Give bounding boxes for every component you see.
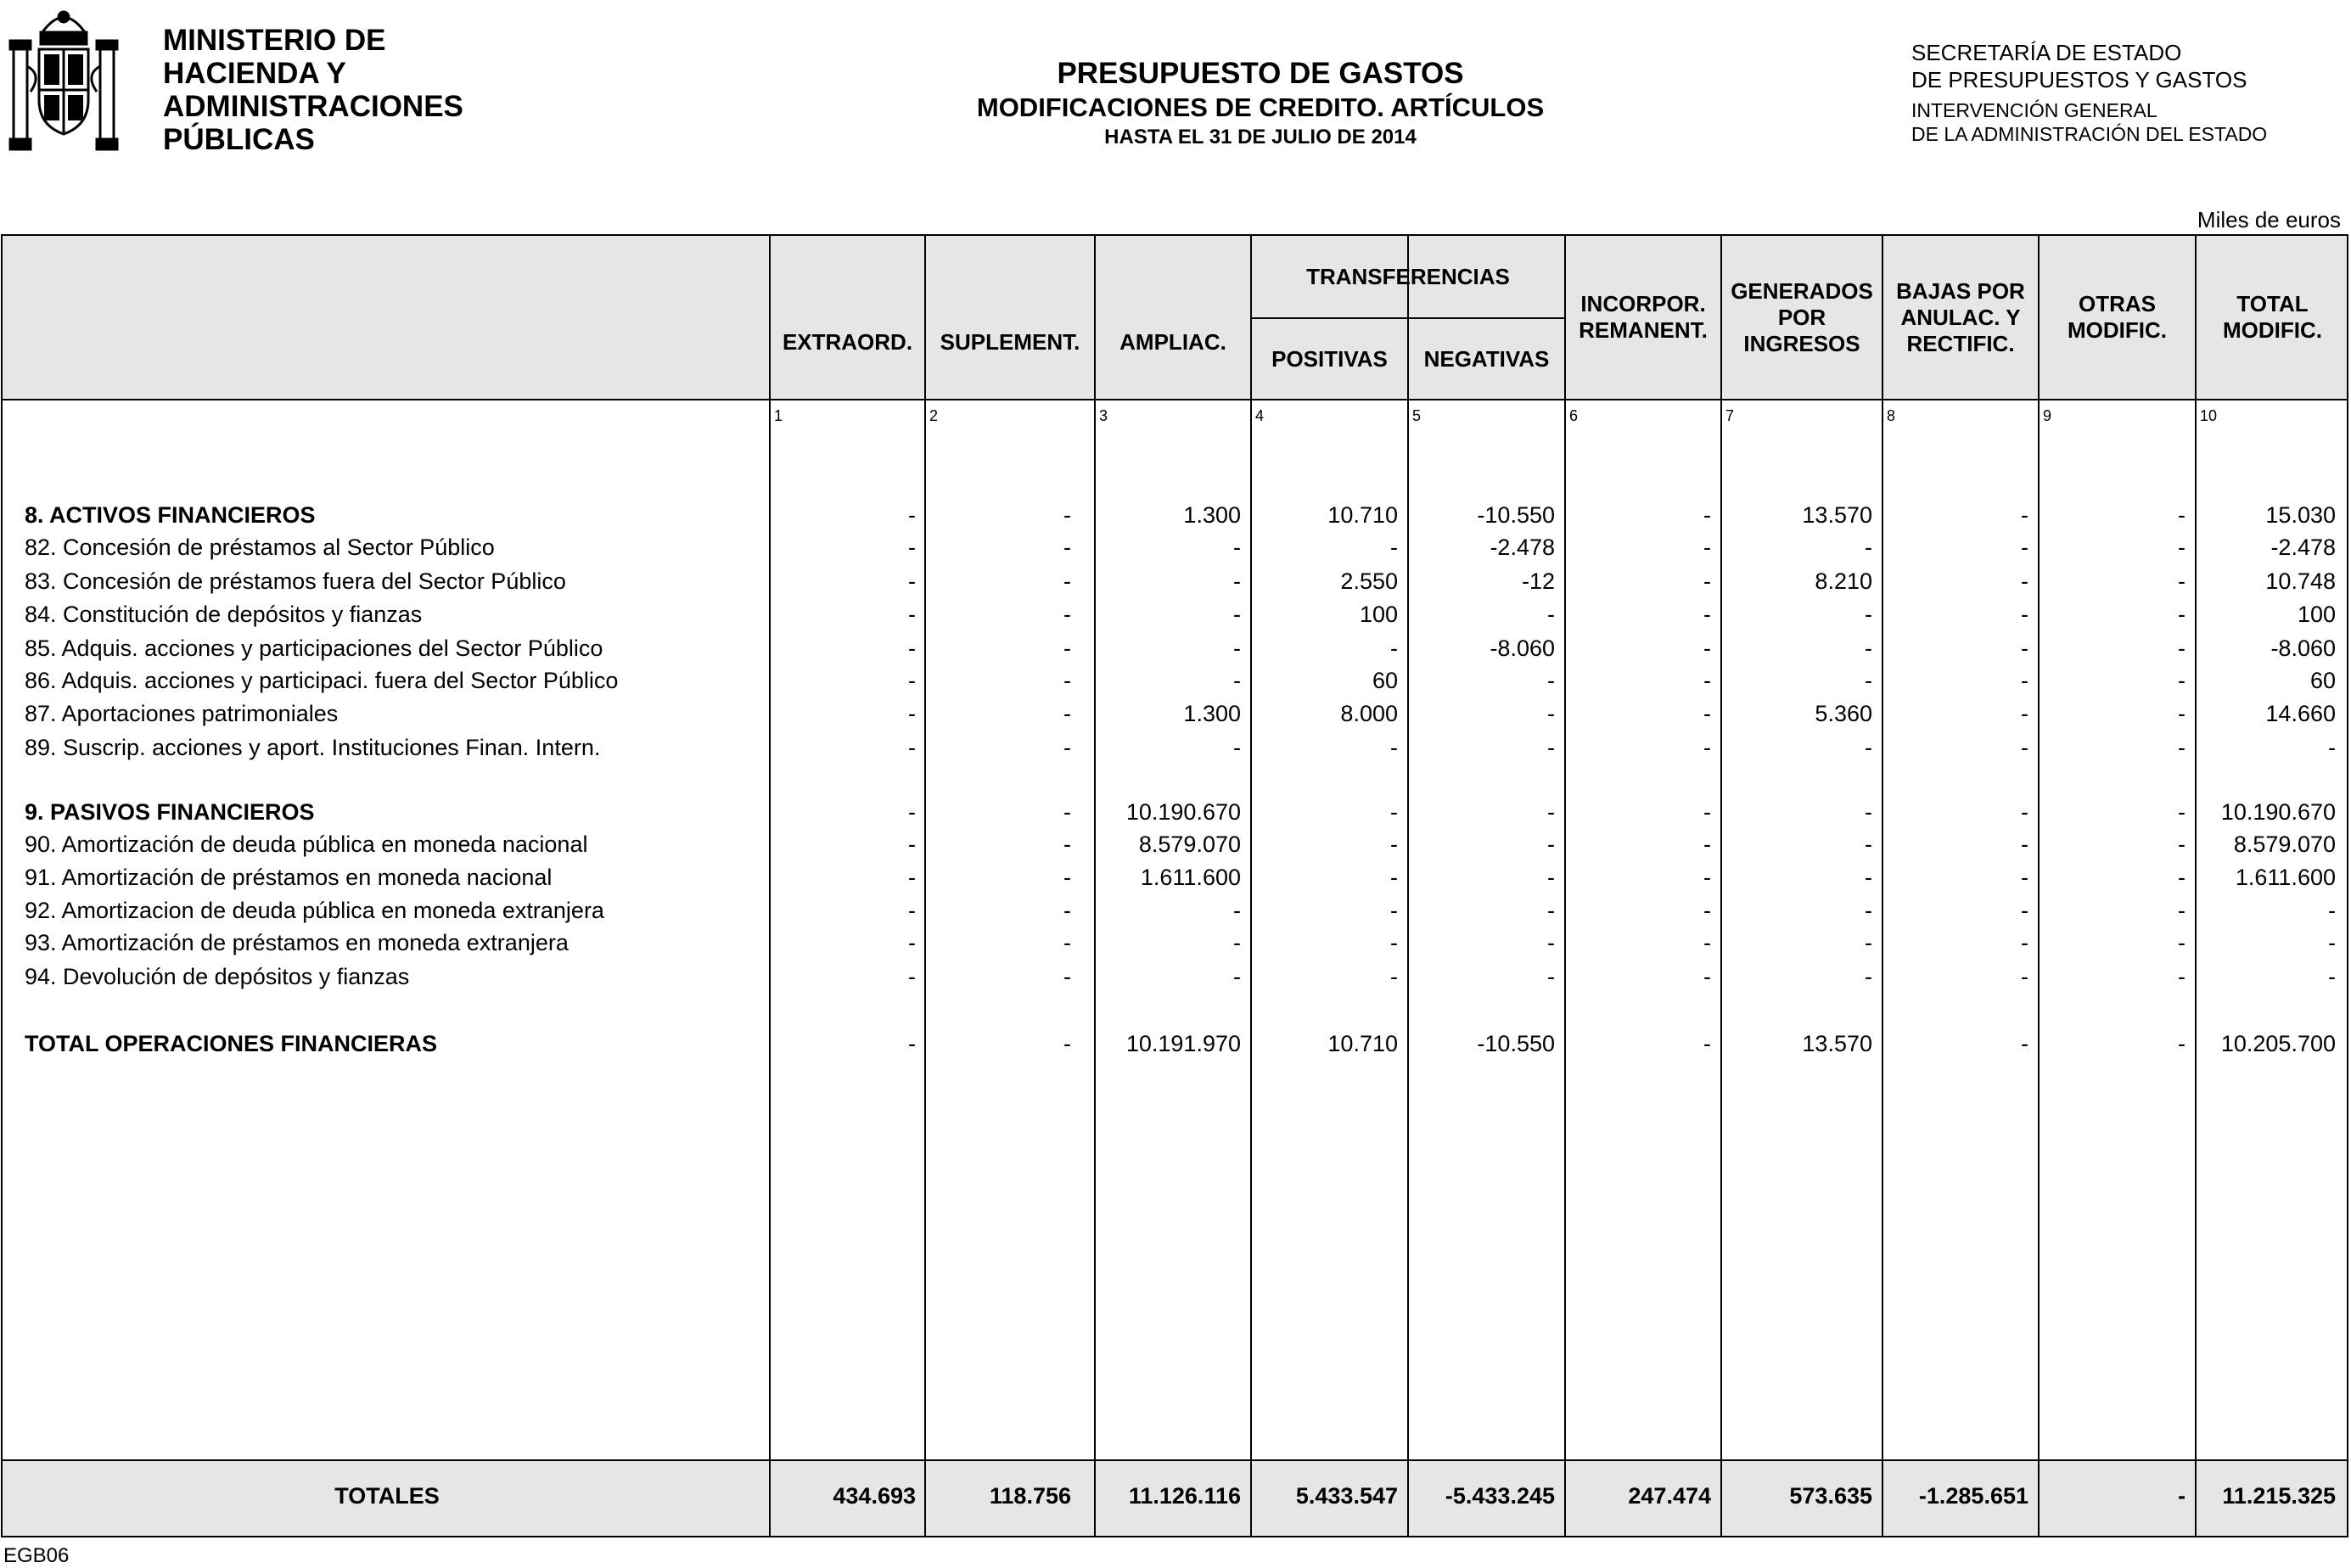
row-label: TOTAL OPERACIONES FINANCIERAS <box>25 1031 438 1056</box>
row-value: - <box>1703 865 1711 890</box>
row-value: 13.570 <box>1802 1031 1872 1056</box>
row-value: - <box>1865 930 1872 955</box>
row-value: 8.210 <box>1815 568 1872 594</box>
row-value: - <box>2021 636 2028 661</box>
row-value: - <box>2178 735 2185 760</box>
totals-value: -1.285.651 <box>1918 1483 2028 1509</box>
row-value: - <box>1233 668 1241 693</box>
row-value: - <box>2178 832 2185 857</box>
col-total-line: TOTAL <box>2236 291 2309 316</box>
col-number: 7 <box>1725 407 1735 424</box>
row-value: 60 <box>1372 668 1398 693</box>
row-value: - <box>1063 799 1071 825</box>
row-value: - <box>908 502 916 528</box>
table-row <box>3 565 2347 597</box>
row-value: 10.205.700 <box>2220 1031 2336 1056</box>
col-total <box>2197 236 2348 399</box>
row-value: - <box>1865 832 1872 857</box>
row-value: - <box>1390 930 1398 955</box>
row-value: - <box>2178 799 2185 825</box>
row-value: - <box>1703 636 1711 661</box>
row-value: - <box>1063 1031 1071 1056</box>
row-value: - <box>1703 535 1711 560</box>
row-label: 90. Amortización de deuda pública en moneda nacional <box>25 832 588 857</box>
row-value: - <box>1390 799 1398 825</box>
row-value: 100 <box>1359 602 1398 627</box>
row-value: - <box>1063 735 1071 760</box>
col-number: 10 <box>2200 407 2218 424</box>
col-bajas <box>1883 236 2038 399</box>
row-label: 87. Aportaciones patrimoniales <box>25 701 339 726</box>
row-value: - <box>1063 668 1071 693</box>
row-value: - <box>2178 502 2185 528</box>
row-value: - <box>908 865 916 890</box>
col-extraord: EXTRAORD. <box>782 328 913 355</box>
row-value: - <box>1233 735 1241 760</box>
row-value: - <box>2021 799 2028 825</box>
col-number: 8 <box>1887 407 1896 424</box>
row-value: 8.579.070 <box>2233 832 2336 857</box>
row-value: - <box>1233 568 1241 594</box>
row-value: - <box>2178 668 2185 693</box>
col-generados-line: INGRESOS <box>1743 330 1860 356</box>
ministry-line: MINISTERIO DE <box>163 24 386 57</box>
table-row <box>3 927 2347 959</box>
col-suplement: SUPLEMENT. <box>940 328 1080 355</box>
row-value: - <box>2178 602 2185 627</box>
row-value: 1.300 <box>1183 701 1241 726</box>
row-value: - <box>1703 568 1711 594</box>
row-value: - <box>1703 832 1711 857</box>
table-row <box>3 731 2347 764</box>
row-value: - <box>1865 865 1872 890</box>
row-value: - <box>1233 964 1241 989</box>
col-total-line: MODIFIC. <box>2223 317 2322 343</box>
row-value: - <box>1063 964 1071 989</box>
row-value: - <box>1233 535 1241 560</box>
row-value: - <box>1547 898 1555 923</box>
row-label: 82. Concesión de préstamos al Sector Público <box>25 535 495 560</box>
table-row <box>3 632 2347 664</box>
budget-table <box>1 234 2348 1537</box>
row-value: 2.550 <box>1340 568 1398 594</box>
row-value: - <box>2178 898 2185 923</box>
row-value: 10.710 <box>1327 1031 1398 1056</box>
row-value: - <box>1865 735 1872 760</box>
row-value: - <box>2328 964 2336 989</box>
ministry-line: PÚBLICAS <box>163 123 315 156</box>
row-value: - <box>1865 964 1872 989</box>
row-value: - <box>908 668 916 693</box>
row-value: - <box>1547 964 1555 989</box>
table-row <box>3 861 2347 893</box>
footer-code: EGB06 <box>3 1544 70 1567</box>
row-value: - <box>1703 502 1711 528</box>
totals-value: 118.756 <box>989 1483 1071 1509</box>
row-value: - <box>1063 701 1071 726</box>
row-value: - <box>1547 930 1555 955</box>
intervencion-line: INTERVENCIÓN GENERAL <box>1911 99 2157 121</box>
row-value: 10.710 <box>1327 502 1398 528</box>
row-value: - <box>2178 865 2185 890</box>
col-incorpor-line: REMANENT. <box>1579 317 1708 343</box>
row-value: - <box>1547 701 1555 726</box>
row-value: - <box>2021 535 2028 560</box>
totals-value: 11.126.116 <box>1128 1483 1241 1509</box>
col-number: 9 <box>2043 407 2052 424</box>
col-otras-line: MODIFIC. <box>2068 317 2167 343</box>
row-value: - <box>908 832 916 857</box>
row-value: - <box>2021 1031 2028 1056</box>
row-value: - <box>1390 964 1398 989</box>
report-period: HASTA EL 31 DE JULIO DE 2014 <box>1104 126 1417 148</box>
ministry-line: ADMINISTRACIONES <box>163 90 463 123</box>
row-value: - <box>2021 735 2028 760</box>
totals-label: TOTALES <box>334 1483 440 1509</box>
row-value: - <box>1233 602 1241 627</box>
row-value: - <box>2178 964 2185 989</box>
row-value: 15.030 <box>2265 502 2336 528</box>
row-value: - <box>908 964 916 989</box>
col-bajas-line: ANULAC. Y <box>1900 304 2021 330</box>
row-value: - <box>908 930 916 955</box>
table-row <box>3 796 2347 828</box>
row-value: - <box>1390 535 1398 560</box>
row-value: - <box>1547 865 1555 890</box>
report-titles <box>815 56 1706 151</box>
col-otras <box>2040 236 2195 399</box>
row-label: 84. Constitución de depósitos y fianzas <box>25 602 423 627</box>
row-value: 100 <box>2297 602 2336 627</box>
row-value: - <box>1703 668 1711 693</box>
totals-value: -5.433.245 <box>1445 1483 1555 1509</box>
coat-of-arms-icon <box>8 7 119 158</box>
table-row <box>3 664 2347 697</box>
table-row <box>3 894 2347 927</box>
row-label: 94. Devolución de depósitos y fianzas <box>25 964 410 989</box>
row-value: 13.570 <box>1802 502 1872 528</box>
col-bajas-line: BAJAS POR <box>1896 277 2025 304</box>
table-row <box>3 697 2347 730</box>
totals-value: 5.433.547 <box>1295 1483 1398 1509</box>
ministry-name <box>163 24 463 156</box>
col-transferencias: TRANSFERENCIAS <box>1306 263 1510 289</box>
row-value: - <box>1063 602 1071 627</box>
row-value: 8.000 <box>1340 701 1398 726</box>
row-value: -12 <box>1521 568 1555 594</box>
row-value: - <box>1063 865 1071 890</box>
row-value: - <box>2021 568 2028 594</box>
table-row <box>3 1028 2347 1060</box>
col-negativas: NEGATIVAS <box>1423 345 1550 372</box>
row-value: 14.660 <box>2265 701 2336 726</box>
row-value: - <box>2178 1031 2185 1056</box>
report-subtitle: MODIFICACIONES DE CREDITO. ARTÍCULOS <box>976 92 1545 122</box>
row-value: - <box>2021 701 2028 726</box>
row-value: - <box>908 735 916 760</box>
row-value: - <box>1233 930 1241 955</box>
row-label: 92. Amortizacion de deuda pública en moneda extranjera <box>25 898 604 923</box>
totals-value: 434.693 <box>833 1483 916 1509</box>
row-value: - <box>2328 898 2336 923</box>
row-value: - <box>2021 668 2028 693</box>
col-generados <box>1722 236 1882 399</box>
row-value: - <box>1703 1031 1711 1056</box>
secretaria-block <box>1911 39 2267 146</box>
row-value: - <box>2021 964 2028 989</box>
row-value: - <box>908 636 916 661</box>
row-value: - <box>1865 799 1872 825</box>
totals-row <box>3 1461 2347 1536</box>
row-value: - <box>1547 799 1555 825</box>
secretaria-line: SECRETARÍA DE ESTADO <box>1911 40 2182 65</box>
row-value: -8.060 <box>1490 636 1555 661</box>
col-number: 3 <box>1099 407 1108 424</box>
col-incorpor-line: INCORPOR. <box>1580 291 1706 316</box>
row-value: - <box>1865 535 1872 560</box>
totals-value: - <box>2178 1483 2185 1509</box>
table-row <box>3 499 2347 531</box>
col-positivas: POSITIVAS <box>1271 345 1388 372</box>
row-value: - <box>2021 832 2028 857</box>
col-otras-line: OTRAS <box>2079 291 2156 316</box>
row-value: 60 <box>2309 668 2336 693</box>
col-ampliac: AMPLIAC. <box>1119 328 1226 355</box>
units-label: Miles de euros <box>2197 207 2341 232</box>
intervencion-line: DE LA ADMINISTRACIÓN DEL ESTADO <box>1911 123 2268 145</box>
row-value: - <box>908 602 916 627</box>
row-value: - <box>1547 735 1555 760</box>
row-value: - <box>908 701 916 726</box>
row-value: - <box>908 568 916 594</box>
row-value: - <box>1063 832 1071 857</box>
totals-value: 247.474 <box>1628 1483 1711 1509</box>
row-value: - <box>1063 535 1071 560</box>
row-value: -10.550 <box>1477 502 1555 528</box>
totals-value: 11.215.325 <box>2222 1483 2336 1509</box>
row-value: - <box>2178 568 2185 594</box>
table-row <box>3 828 2347 860</box>
row-value: - <box>1703 701 1711 726</box>
row-value: - <box>2021 502 2028 528</box>
row-value: - <box>908 799 916 825</box>
row-value: - <box>1703 602 1711 627</box>
row-value: - <box>1390 898 1398 923</box>
row-value: - <box>2021 930 2028 955</box>
row-value: - <box>2021 865 2028 890</box>
row-value: -2.478 <box>1490 535 1555 560</box>
col-number: 1 <box>774 407 783 424</box>
row-value: - <box>2178 701 2185 726</box>
table-row <box>3 960 2347 993</box>
row-value: - <box>1547 602 1555 627</box>
row-value: - <box>1703 930 1711 955</box>
row-label: 91. Amortización de préstamos en moneda nacional <box>25 865 553 890</box>
row-value: - <box>1865 668 1872 693</box>
col-number: 6 <box>1569 407 1579 424</box>
row-value: - <box>1390 832 1398 857</box>
row-value: - <box>1703 964 1711 989</box>
row-value: - <box>2178 930 2185 955</box>
row-value: - <box>2178 636 2185 661</box>
table-row <box>3 598 2347 630</box>
row-value: -10.550 <box>1477 1031 1555 1056</box>
row-value: - <box>1233 636 1241 661</box>
row-value: 1.300 <box>1183 502 1241 528</box>
col-generados-line: POR <box>1777 304 1826 330</box>
row-value: - <box>1390 865 1398 890</box>
row-value: - <box>1547 668 1555 693</box>
col-number: 2 <box>929 407 939 424</box>
row-label: 9. PASIVOS FINANCIEROS <box>25 799 315 825</box>
col-incorpor <box>1566 236 1720 399</box>
row-value: - <box>2178 535 2185 560</box>
row-value: - <box>2328 735 2336 760</box>
row-value: - <box>2021 602 2028 627</box>
totals-value: 573.635 <box>1789 1483 1872 1509</box>
table-row <box>3 531 2347 563</box>
row-value: - <box>1865 602 1872 627</box>
col-bajas-line: RECTIFIC. <box>1906 330 2015 356</box>
row-value: 1.611.600 <box>2235 865 2336 890</box>
row-value: -8.060 <box>2270 636 2336 661</box>
secretaria-line: DE PRESUPUESTOS Y GASTOS <box>1911 67 2247 92</box>
row-value: - <box>908 535 916 560</box>
row-value: - <box>1063 636 1071 661</box>
row-label: 85. Adquis. acciones y participaciones del Sector Público <box>25 636 603 661</box>
row-value: - <box>1703 735 1711 760</box>
row-value: - <box>1390 735 1398 760</box>
row-value: - <box>1865 898 1872 923</box>
report-title: PRESUPUESTO DE GASTOS <box>1057 57 1464 90</box>
row-value: 10.190.670 <box>1125 799 1241 825</box>
row-value: - <box>1233 898 1241 923</box>
row-value: 1.611.600 <box>1140 865 1241 890</box>
row-value: - <box>1547 832 1555 857</box>
row-value: - <box>1063 502 1071 528</box>
row-label: 86. Adquis. acciones y participaci. fuera del Sector Público <box>25 668 619 693</box>
row-value: 10.190.670 <box>2220 799 2336 825</box>
row-value: - <box>2328 930 2336 955</box>
row-value: -2.478 <box>2270 535 2336 560</box>
row-label: 93. Amortización de préstamos en moneda extranjera <box>25 930 569 955</box>
col-generados-line: GENERADOS <box>1731 277 1873 304</box>
row-value: 8.579.070 <box>1138 832 1241 857</box>
row-label: 89. Suscrip. acciones y aport. Instituciones Finan. Intern. <box>25 735 601 760</box>
row-value: - <box>1390 636 1398 661</box>
row-value: - <box>2021 898 2028 923</box>
row-label: 83. Concesión de préstamos fuera del Sector Público <box>25 568 566 594</box>
row-value: - <box>1063 898 1071 923</box>
row-value: - <box>1063 568 1071 594</box>
row-value: - <box>1703 799 1711 825</box>
row-value: - <box>908 1031 916 1056</box>
row-value: 10.191.970 <box>1125 1031 1241 1056</box>
col-number: 4 <box>1255 407 1265 424</box>
row-value: - <box>1063 930 1071 955</box>
col-number: 5 <box>1412 407 1422 424</box>
ministry-line: HACIENDA Y <box>163 57 346 90</box>
row-value: 5.360 <box>1815 701 1872 726</box>
row-label: 8. ACTIVOS FINANCIEROS <box>25 502 316 528</box>
row-value: 10.748 <box>2265 568 2336 594</box>
row-value: - <box>908 898 916 923</box>
row-value: - <box>1703 898 1711 923</box>
row-value: - <box>1865 636 1872 661</box>
